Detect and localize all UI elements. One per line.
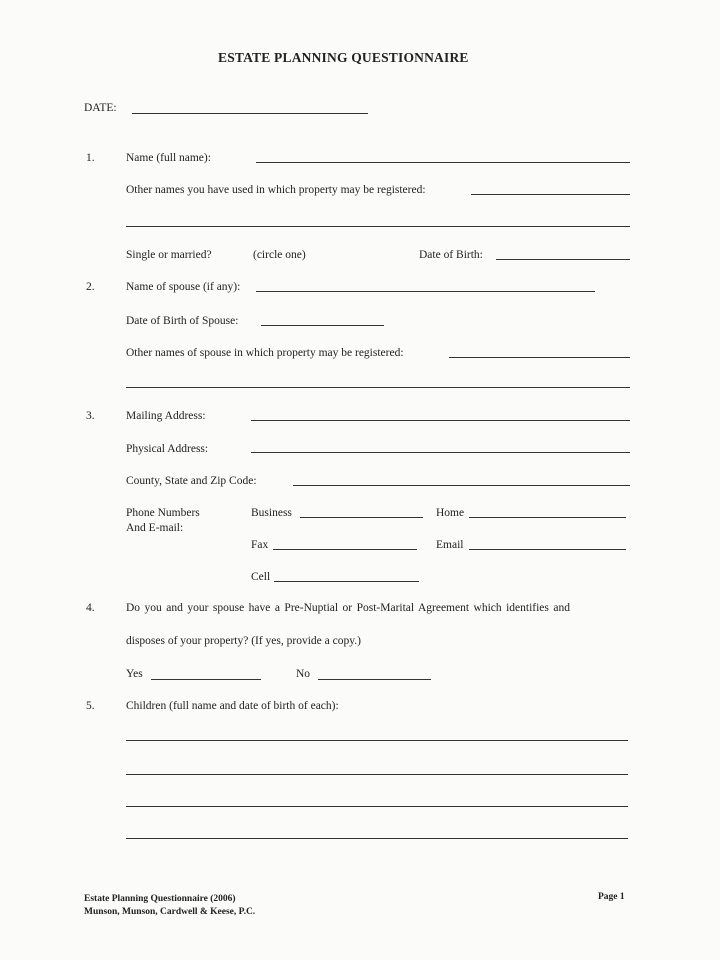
section-1-number: 1.	[86, 152, 95, 164]
single-married-label: Single or married?	[126, 249, 212, 261]
spouse-other-names-field-2[interactable]	[126, 387, 630, 388]
section-2-number: 2.	[86, 281, 95, 293]
phone-numbers-label: Phone Numbers	[126, 507, 200, 519]
full-name-label: Name (full name):	[126, 152, 211, 164]
children-field-3[interactable]	[126, 806, 628, 807]
children-field-1[interactable]	[126, 740, 628, 741]
spouse-dob-field[interactable]	[261, 325, 384, 326]
children-label: Children (full name and date of birth of each):	[126, 700, 339, 712]
business-phone-label: Business	[251, 507, 292, 519]
county-state-zip-label: County, State and Zip Code:	[126, 475, 257, 487]
business-phone-field[interactable]	[300, 517, 423, 518]
footer-firm-name: Munson, Munson, Cardwell & Keese, P.C.	[84, 907, 256, 917]
other-names-label: Other names you have used in which property may be registered:	[126, 184, 426, 196]
county-state-zip-field[interactable]	[293, 485, 630, 486]
cell-field[interactable]	[274, 581, 419, 582]
email-label: Email	[436, 539, 464, 551]
footer-page-number: Page 1	[598, 892, 625, 902]
yes-field[interactable]	[151, 679, 261, 680]
circle-one-note: (circle one)	[253, 249, 306, 261]
page-title: ESTATE PLANNING QUESTIONNAIRE	[218, 50, 469, 65]
dob-field[interactable]	[496, 259, 630, 260]
physical-address-field[interactable]	[251, 452, 630, 453]
physical-address-label: Physical Address:	[126, 443, 209, 455]
children-field-4[interactable]	[126, 838, 628, 839]
other-names-field[interactable]	[471, 194, 630, 195]
mailing-address-field[interactable]	[251, 420, 630, 421]
dob-label: Date of Birth:	[419, 249, 483, 261]
spouse-other-names-label: Other names of spouse in which property may be registered:	[126, 347, 404, 359]
agreement-question-line-2: disposes of your property? (If yes, provide a copy.)	[126, 635, 361, 647]
other-names-field-2[interactable]	[126, 226, 630, 227]
no-label: No	[296, 668, 311, 680]
children-field-2[interactable]	[126, 774, 628, 775]
spouse-name-field[interactable]	[256, 291, 595, 292]
home-phone-field[interactable]	[469, 517, 626, 518]
agreement-question-line-1: Do you and your spouse have a Pre-Nuptial or Post-Marital Agreement which identifies and	[126, 602, 570, 614]
section-3-number: 3.	[86, 410, 95, 422]
section-5-number: 5.	[86, 700, 95, 712]
mailing-address-label: Mailing Address:	[126, 410, 206, 422]
email-field[interactable]	[469, 549, 626, 550]
fax-label: Fax	[251, 539, 269, 551]
spouse-dob-label: Date of Birth of Spouse:	[126, 315, 239, 327]
email-section-label: And E-mail:	[126, 522, 184, 534]
spouse-other-names-field[interactable]	[449, 357, 630, 358]
footer-form-title: Estate Planning Questionnaire (2006)	[84, 894, 236, 904]
date-label: DATE:	[84, 102, 117, 114]
section-4-number: 4.	[86, 602, 95, 614]
spouse-name-label: Name of spouse (if any):	[126, 281, 241, 293]
home-phone-label: Home	[436, 507, 465, 519]
no-field[interactable]	[318, 679, 431, 680]
yes-label: Yes	[126, 668, 143, 680]
fax-field[interactable]	[273, 549, 417, 550]
date-field[interactable]	[132, 113, 368, 114]
cell-label: Cell	[251, 571, 271, 583]
full-name-field[interactable]	[256, 162, 630, 163]
